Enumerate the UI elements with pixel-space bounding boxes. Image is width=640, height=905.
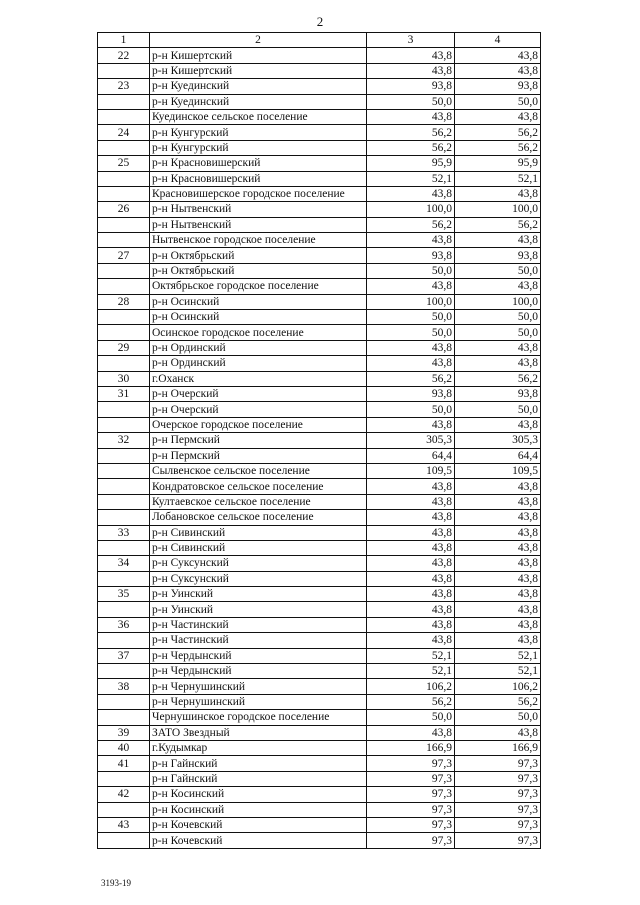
value-col3-cell: 93,8 [367, 248, 455, 263]
value-col3-cell: 43,8 [367, 63, 455, 78]
value-col4-cell: 56,2 [455, 371, 541, 386]
table-row [98, 325, 541, 340]
value-col3-cell: 43,8 [367, 279, 455, 294]
value-col3-cell: 50,0 [367, 310, 455, 325]
table-row [98, 340, 541, 355]
value-col4-cell: 97,3 [455, 802, 541, 817]
table-row [98, 710, 541, 725]
row-number-cell [98, 771, 150, 786]
value-col4-cell: 52,1 [455, 664, 541, 679]
value-col3-cell: 50,0 [367, 325, 455, 340]
value-col4-cell: 52,1 [455, 648, 541, 663]
row-number-cell: 36 [98, 617, 150, 632]
row-number-cell: 22 [98, 48, 150, 63]
table-row [98, 525, 541, 540]
table-row [98, 94, 541, 109]
table-row [98, 125, 541, 140]
page-number: 2 [316, 14, 324, 29]
value-col3-cell: 100,0 [367, 294, 455, 309]
table-row [98, 433, 541, 448]
value-col3-cell: 305,3 [367, 433, 455, 448]
value-col4-cell: 43,8 [455, 540, 541, 555]
value-col4-cell: 97,3 [455, 787, 541, 802]
value-col4-cell: 43,8 [455, 233, 541, 248]
table-row [98, 279, 541, 294]
value-col3-cell: 43,8 [367, 48, 455, 63]
value-col3-cell: 52,1 [367, 664, 455, 679]
territory-name-cell: р-н Кишертский [150, 48, 367, 63]
allocation-table [97, 32, 541, 849]
territory-name-cell: р-н Пермский [150, 433, 367, 448]
value-col3-cell: 106,2 [367, 679, 455, 694]
value-col3-cell: 56,2 [367, 694, 455, 709]
territory-name-cell: Сылвенское сельское поселение [150, 463, 367, 478]
value-col4-cell: 43,8 [455, 186, 541, 201]
territory-name-cell: р-н Кунгурский [150, 140, 367, 155]
row-number-cell: 33 [98, 525, 150, 540]
territory-name-cell: Чернушинское городское поселение [150, 710, 367, 725]
row-number-cell: 30 [98, 371, 150, 386]
row-number-cell [98, 186, 150, 201]
row-number-cell [98, 463, 150, 478]
row-number-cell: 28 [98, 294, 150, 309]
territory-name-cell: Куединское сельское поселение [150, 109, 367, 124]
value-col4-cell: 64,4 [455, 448, 541, 463]
value-col3-cell: 97,3 [367, 787, 455, 802]
territory-name-cell: Осинское городское поселение [150, 325, 367, 340]
value-col4-cell: 97,3 [455, 756, 541, 771]
territory-name-cell: г.Кудымкар [150, 740, 367, 755]
table-row [98, 140, 541, 155]
value-col4-cell: 43,8 [455, 48, 541, 63]
row-number-cell [98, 63, 150, 78]
row-number-cell [98, 279, 150, 294]
territory-name-cell: р-н Кишертский [150, 63, 367, 78]
row-number-cell [98, 109, 150, 124]
territory-name-cell: р-н Гайнский [150, 771, 367, 786]
value-col4-cell: 43,8 [455, 510, 541, 525]
table-row [98, 587, 541, 602]
territory-name-cell: р-н Сивинский [150, 525, 367, 540]
value-col4-cell: 50,0 [455, 94, 541, 109]
value-col3-cell: 166,9 [367, 740, 455, 755]
value-col3-cell: 56,2 [367, 217, 455, 232]
row-number-cell [98, 633, 150, 648]
row-number-cell [98, 510, 150, 525]
table-row [98, 109, 541, 124]
row-number-cell [98, 233, 150, 248]
table-row [98, 664, 541, 679]
table-row [98, 787, 541, 802]
value-col3-cell: 64,4 [367, 448, 455, 463]
territory-name-cell: ЗАТО Звездный [150, 725, 367, 740]
row-number-cell: 40 [98, 740, 150, 755]
table-row [98, 233, 541, 248]
table-row [98, 633, 541, 648]
row-number-cell [98, 479, 150, 494]
row-number-cell [98, 263, 150, 278]
row-number-cell: 29 [98, 340, 150, 355]
row-number-cell [98, 417, 150, 432]
territory-name-cell: р-н Куединский [150, 94, 367, 109]
value-col3-cell: 52,1 [367, 648, 455, 663]
value-col3-cell: 43,8 [367, 633, 455, 648]
value-col4-cell: 100,0 [455, 294, 541, 309]
value-col4-cell: 50,0 [455, 710, 541, 725]
territory-name-cell: р-н Очерский [150, 402, 367, 417]
table-row [98, 617, 541, 632]
value-col4-cell: 43,8 [455, 525, 541, 540]
row-number-cell: 27 [98, 248, 150, 263]
table-row [98, 463, 541, 478]
value-col3-cell: 43,8 [367, 356, 455, 371]
territory-name-cell: Нытвенское городское поселение [150, 233, 367, 248]
value-col4-cell: 43,8 [455, 494, 541, 509]
value-col3-cell: 50,0 [367, 402, 455, 417]
territory-name-cell: р-н Частинский [150, 633, 367, 648]
value-col4-cell: 93,8 [455, 79, 541, 94]
row-number-cell: 38 [98, 679, 150, 694]
territory-name-cell: Октябрьское городское поселение [150, 279, 367, 294]
value-col3-cell: 93,8 [367, 79, 455, 94]
row-number-cell [98, 217, 150, 232]
value-col3-cell: 43,8 [367, 602, 455, 617]
value-col4-cell: 43,8 [455, 417, 541, 432]
value-col4-cell: 106,2 [455, 679, 541, 694]
value-col4-cell: 56,2 [455, 694, 541, 709]
value-col4-cell: 95,9 [455, 156, 541, 171]
value-col3-cell: 97,3 [367, 802, 455, 817]
territory-name-cell: р-н Красновишерский [150, 156, 367, 171]
row-number-cell: 25 [98, 156, 150, 171]
table-row [98, 356, 541, 371]
value-col4-cell: 93,8 [455, 386, 541, 401]
value-col3-cell: 43,8 [367, 510, 455, 525]
value-col4-cell: 43,8 [455, 571, 541, 586]
table-row [98, 186, 541, 201]
table-row [98, 202, 541, 217]
territory-name-cell: р-н Куединский [150, 79, 367, 94]
territory-name-cell: Култаевское сельское поселение [150, 494, 367, 509]
row-number-cell [98, 694, 150, 709]
row-number-cell [98, 602, 150, 617]
table-row [98, 510, 541, 525]
value-col3-cell: 97,3 [367, 771, 455, 786]
table-row [98, 417, 541, 432]
value-col4-cell: 166,9 [455, 740, 541, 755]
territory-name-cell: р-н Частинский [150, 617, 367, 632]
value-col4-cell: 43,8 [455, 602, 541, 617]
value-col4-cell: 97,3 [455, 833, 541, 848]
table-row [98, 217, 541, 232]
territory-name-cell: р-н Кочевский [150, 817, 367, 832]
value-col4-cell: 43,8 [455, 340, 541, 355]
territory-name-cell: Очерское городское поселение [150, 417, 367, 432]
document-code: 3193-19 [101, 878, 131, 888]
territory-name-cell: г.Оханск [150, 371, 367, 386]
value-col3-cell: 97,3 [367, 833, 455, 848]
row-number-cell: 34 [98, 556, 150, 571]
value-col3-cell: 43,8 [367, 725, 455, 740]
row-number-cell: 41 [98, 756, 150, 771]
value-col3-cell: 52,1 [367, 171, 455, 186]
value-col4-cell: 50,0 [455, 402, 541, 417]
table-row [98, 156, 541, 171]
value-col3-cell: 43,8 [367, 479, 455, 494]
row-number-cell: 37 [98, 648, 150, 663]
value-col3-cell: 50,0 [367, 263, 455, 278]
value-col4-cell: 43,8 [455, 356, 541, 371]
territory-name-cell: р-н Суксунский [150, 571, 367, 586]
territory-name-cell: р-н Ординский [150, 356, 367, 371]
table-row [98, 479, 541, 494]
value-col3-cell: 43,8 [367, 587, 455, 602]
row-number-cell: 35 [98, 587, 150, 602]
value-col4-cell: 43,8 [455, 109, 541, 124]
table-row [98, 771, 541, 786]
territory-name-cell: р-н Суксунский [150, 556, 367, 571]
value-col3-cell: 95,9 [367, 156, 455, 171]
column-header-1: 1 [98, 33, 150, 48]
territory-name-cell: р-н Уинский [150, 602, 367, 617]
territory-name-cell: р-н Нытвенский [150, 202, 367, 217]
table-row [98, 679, 541, 694]
table-row [98, 402, 541, 417]
table-row [98, 171, 541, 186]
value-col4-cell: 43,8 [455, 587, 541, 602]
row-number-cell [98, 325, 150, 340]
row-number-cell [98, 171, 150, 186]
value-col3-cell: 43,8 [367, 617, 455, 632]
table-body [98, 33, 541, 849]
row-number-cell: 42 [98, 787, 150, 802]
territory-name-cell: р-н Уинский [150, 587, 367, 602]
territory-name-cell: р-н Гайнский [150, 756, 367, 771]
value-col3-cell: 50,0 [367, 94, 455, 109]
territory-name-cell: р-н Чердынский [150, 648, 367, 663]
value-col4-cell: 305,3 [455, 433, 541, 448]
table-row [98, 494, 541, 509]
value-col4-cell: 43,8 [455, 633, 541, 648]
territory-name-cell: р-н Красновишерский [150, 171, 367, 186]
value-col4-cell: 50,0 [455, 325, 541, 340]
value-col3-cell: 43,8 [367, 233, 455, 248]
territory-name-cell: р-н Чернушинский [150, 694, 367, 709]
table-row [98, 756, 541, 771]
territory-name-cell: р-н Косинский [150, 787, 367, 802]
territory-name-cell: р-н Октябрьский [150, 248, 367, 263]
value-col3-cell: 56,2 [367, 140, 455, 155]
table-row [98, 448, 541, 463]
territory-name-cell: р-н Октябрьский [150, 263, 367, 278]
value-col3-cell: 100,0 [367, 202, 455, 217]
territory-name-cell: Лобановское сельское поселение [150, 510, 367, 525]
table-row [98, 386, 541, 401]
value-col3-cell: 43,8 [367, 186, 455, 201]
row-number-cell: 39 [98, 725, 150, 740]
row-number-cell [98, 448, 150, 463]
territory-name-cell: р-н Кунгурский [150, 125, 367, 140]
table-row [98, 48, 541, 63]
row-number-cell [98, 356, 150, 371]
territory-name-cell: р-н Осинский [150, 310, 367, 325]
territory-name-cell: р-н Пермский [150, 448, 367, 463]
row-number-cell [98, 494, 150, 509]
table-row [98, 263, 541, 278]
table-row [98, 694, 541, 709]
value-col4-cell: 43,8 [455, 479, 541, 494]
table-row [98, 79, 541, 94]
value-col4-cell: 93,8 [455, 248, 541, 263]
value-col4-cell: 43,8 [455, 63, 541, 78]
value-col4-cell: 43,8 [455, 725, 541, 740]
row-number-cell: 32 [98, 433, 150, 448]
territory-name-cell: р-н Осинский [150, 294, 367, 309]
row-number-cell [98, 140, 150, 155]
value-col3-cell: 43,8 [367, 525, 455, 540]
value-col3-cell: 109,5 [367, 463, 455, 478]
row-number-cell [98, 94, 150, 109]
table-header-row [98, 33, 541, 48]
value-col3-cell: 56,2 [367, 125, 455, 140]
value-col3-cell: 56,2 [367, 371, 455, 386]
territory-name-cell: р-н Сивинский [150, 540, 367, 555]
value-col3-cell: 97,3 [367, 817, 455, 832]
table-row [98, 602, 541, 617]
table-row [98, 248, 541, 263]
row-number-cell [98, 571, 150, 586]
value-col4-cell: 56,2 [455, 125, 541, 140]
table-row [98, 310, 541, 325]
value-col4-cell: 43,8 [455, 617, 541, 632]
value-col4-cell: 109,5 [455, 463, 541, 478]
row-number-cell [98, 710, 150, 725]
territory-name-cell: р-н Ординский [150, 340, 367, 355]
value-col3-cell: 43,8 [367, 109, 455, 124]
value-col3-cell: 50,0 [367, 710, 455, 725]
table-row [98, 540, 541, 555]
row-number-cell [98, 802, 150, 817]
value-col4-cell: 50,0 [455, 263, 541, 278]
value-col4-cell: 56,2 [455, 217, 541, 232]
table-row [98, 648, 541, 663]
territory-name-cell: р-н Чердынский [150, 664, 367, 679]
value-col4-cell: 50,0 [455, 310, 541, 325]
territory-name-cell: р-н Нытвенский [150, 217, 367, 232]
value-col3-cell: 43,8 [367, 494, 455, 509]
value-col3-cell: 43,8 [367, 571, 455, 586]
value-col3-cell: 43,8 [367, 340, 455, 355]
row-number-cell: 26 [98, 202, 150, 217]
table-row [98, 833, 541, 848]
table-row [98, 294, 541, 309]
value-col4-cell: 43,8 [455, 279, 541, 294]
column-header-2: 2 [150, 33, 367, 48]
value-col3-cell: 43,8 [367, 556, 455, 571]
table-row [98, 571, 541, 586]
territory-name-cell: Красновишерское городское поселение [150, 186, 367, 201]
value-col4-cell: 97,3 [455, 817, 541, 832]
value-col3-cell: 93,8 [367, 386, 455, 401]
territory-name-cell: р-н Кочевский [150, 833, 367, 848]
territory-name-cell: р-н Чернушинский [150, 679, 367, 694]
value-col4-cell: 97,3 [455, 771, 541, 786]
value-col4-cell: 52,1 [455, 171, 541, 186]
table-row [98, 556, 541, 571]
row-number-cell [98, 310, 150, 325]
territory-name-cell: р-н Косинский [150, 802, 367, 817]
row-number-cell [98, 833, 150, 848]
row-number-cell: 24 [98, 125, 150, 140]
table-row [98, 817, 541, 832]
value-col4-cell: 100,0 [455, 202, 541, 217]
row-number-cell [98, 402, 150, 417]
table-row [98, 725, 541, 740]
column-header-3: 3 [367, 33, 455, 48]
table-row [98, 371, 541, 386]
table-row [98, 740, 541, 755]
territory-name-cell: р-н Очерский [150, 386, 367, 401]
row-number-cell: 43 [98, 817, 150, 832]
row-number-cell [98, 540, 150, 555]
table-row [98, 63, 541, 78]
value-col4-cell: 56,2 [455, 140, 541, 155]
table-row [98, 802, 541, 817]
row-number-cell [98, 664, 150, 679]
territory-name-cell: Кондратовское сельское поселение [150, 479, 367, 494]
value-col3-cell: 43,8 [367, 540, 455, 555]
value-col4-cell: 43,8 [455, 556, 541, 571]
value-col3-cell: 97,3 [367, 756, 455, 771]
column-header-4: 4 [455, 33, 541, 48]
row-number-cell: 31 [98, 386, 150, 401]
value-col3-cell: 43,8 [367, 417, 455, 432]
row-number-cell: 23 [98, 79, 150, 94]
